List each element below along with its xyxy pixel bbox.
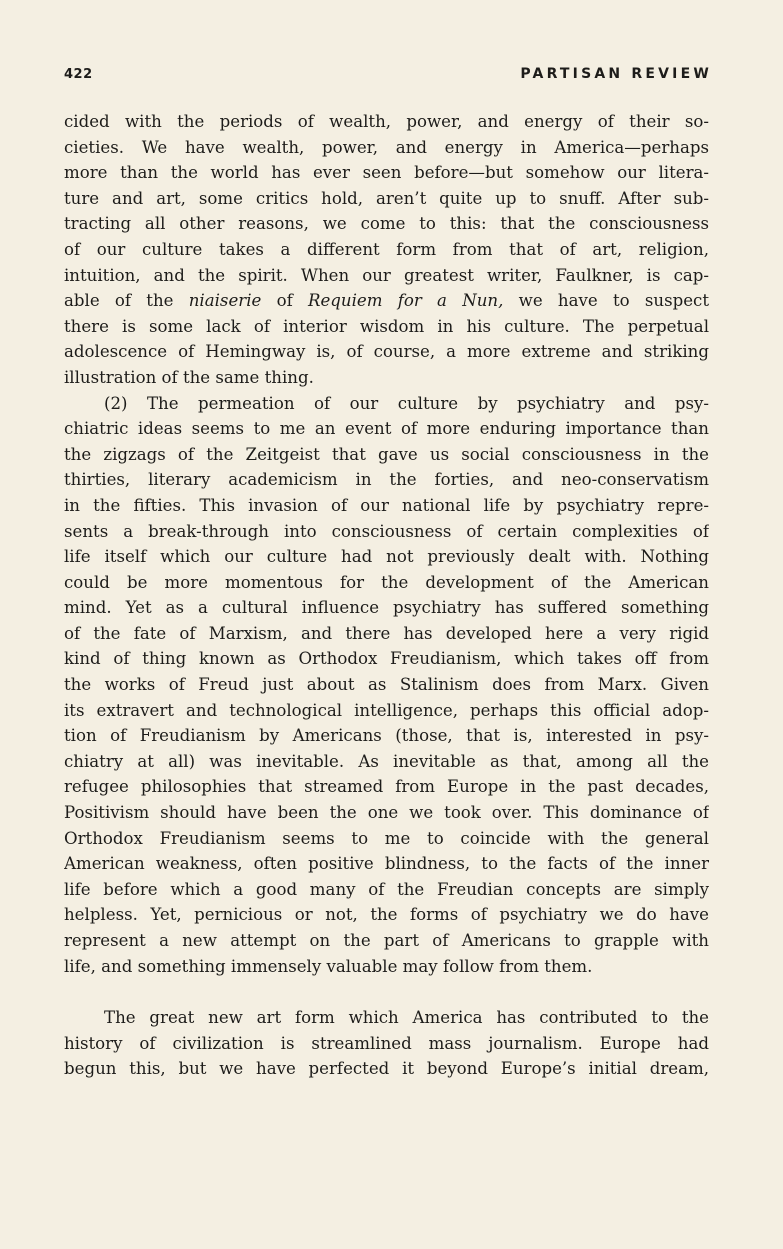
- text-line: ture and art, some critics hold, aren’t quite up to snuff. After sub-: [64, 188, 709, 208]
- running-head: PARTISAN REVIEW: [520, 66, 712, 82]
- text-line: life itself which our culture had not previously dealt with. Nothing: [64, 547, 709, 567]
- text-fragment: of: [261, 291, 308, 311]
- text-line: could be more momentous for the development of the American: [64, 572, 709, 592]
- text-line-with-titles: [64, 288, 709, 314]
- italic-term: niaiserie: [188, 291, 262, 311]
- text-line: its extravert and technological intelligence, perhaps this official adop-: [64, 700, 709, 720]
- paragraph-2: [64, 391, 709, 980]
- text-line: chiatry at all) was inevitable. As inevitable as that, among all the: [64, 751, 709, 771]
- text-line: tion of Freudianism by Americans (those, that is, interested in psy-: [64, 726, 709, 746]
- text-line: mind. Yet as a cultural influence psychiatry has suffered something: [64, 598, 709, 618]
- section-break: [64, 979, 709, 1005]
- text-line: The great new art form which America has contributed to the: [104, 1008, 709, 1028]
- text-line: of the fate of Marxism, and there has developed here a very rigid: [64, 623, 709, 643]
- text-line: sents a break-through into consciousness of certain complexities of: [64, 521, 709, 541]
- text-line: American weakness, often positive blindness, to the facts of the inner: [64, 854, 709, 874]
- book-page: [64, 66, 712, 1082]
- text-line: intuition, and the spirit. When our greatest writer, Faulkner, is cap-: [64, 265, 709, 285]
- text-line: kind of thing known as Orthodox Freudianism, which takes off from: [64, 649, 709, 669]
- paragraph-1: [64, 109, 709, 391]
- text-line: cided with the periods of wealth, power, and energy of their so-: [64, 112, 709, 131]
- text-line: of our culture takes a different form from that of art, religion,: [64, 239, 709, 259]
- text-line: more than the world has ever seen before—but somehow our litera-: [64, 163, 709, 183]
- text-line: begun this, but we have perfected it beyond Europe’s initial dream,: [64, 1059, 709, 1079]
- text-line: the works of Freud just about as Stalinism does from Marx. Given: [64, 675, 709, 695]
- page-number: 422: [64, 67, 93, 82]
- page-header: [64, 66, 712, 88]
- text-line: history of civilization is streamlined mass journalism. Europe had: [64, 1033, 709, 1053]
- italic-work-title: Requiem for a Nun,: [307, 291, 504, 311]
- text-line: Orthodox Freudianism seems to me to coincide with the general: [64, 828, 709, 848]
- text-line: life, and something immensely valuable may follow from them.: [64, 956, 593, 976]
- text-line: life before which a good many of the Freudian concepts are simply: [64, 879, 709, 899]
- text-line: the zigzags of the Zeitgeist that gave us social consciousness in the: [64, 444, 709, 464]
- text-line: refugee philosophies that streamed from Europe in the past decades,: [64, 777, 709, 797]
- text-line: adolescence of Hemingway is, of course, a more extreme and striking: [64, 342, 709, 362]
- text-line: represent a new attempt on the part of Americans to grapple with: [64, 931, 709, 950]
- text-line: chiatric ideas seems to me an event of more enduring importance than: [64, 419, 709, 439]
- text-fragment: we have to suspect: [503, 291, 709, 311]
- text-fragment: able of the: [64, 291, 189, 311]
- text-line: there is some lack of interior wisdom in his culture. The perpetual: [64, 316, 709, 336]
- paragraph-3: [64, 1005, 709, 1082]
- text-line: helpless. Yet, pernicious or not, the forms of psychiatry we do have: [64, 905, 709, 925]
- text-line: in the fifties. This invasion of our national life by psychiatry repre-: [64, 495, 709, 515]
- text-line: Positivism should have been the one we took over. This dominance of: [64, 803, 709, 823]
- text-line: illustration of the same thing.: [64, 367, 314, 387]
- text-line: (2) The permeation of our culture by psychiatry and psy-: [104, 393, 709, 413]
- text-line: cieties. We have wealth, power, and energy in America—perhaps: [64, 137, 709, 157]
- text-line: tracting all other reasons, we come to this: that the consciousness: [64, 214, 709, 234]
- text-line: thirties, literary academicism in the forties, and neo-conservatism: [64, 470, 709, 490]
